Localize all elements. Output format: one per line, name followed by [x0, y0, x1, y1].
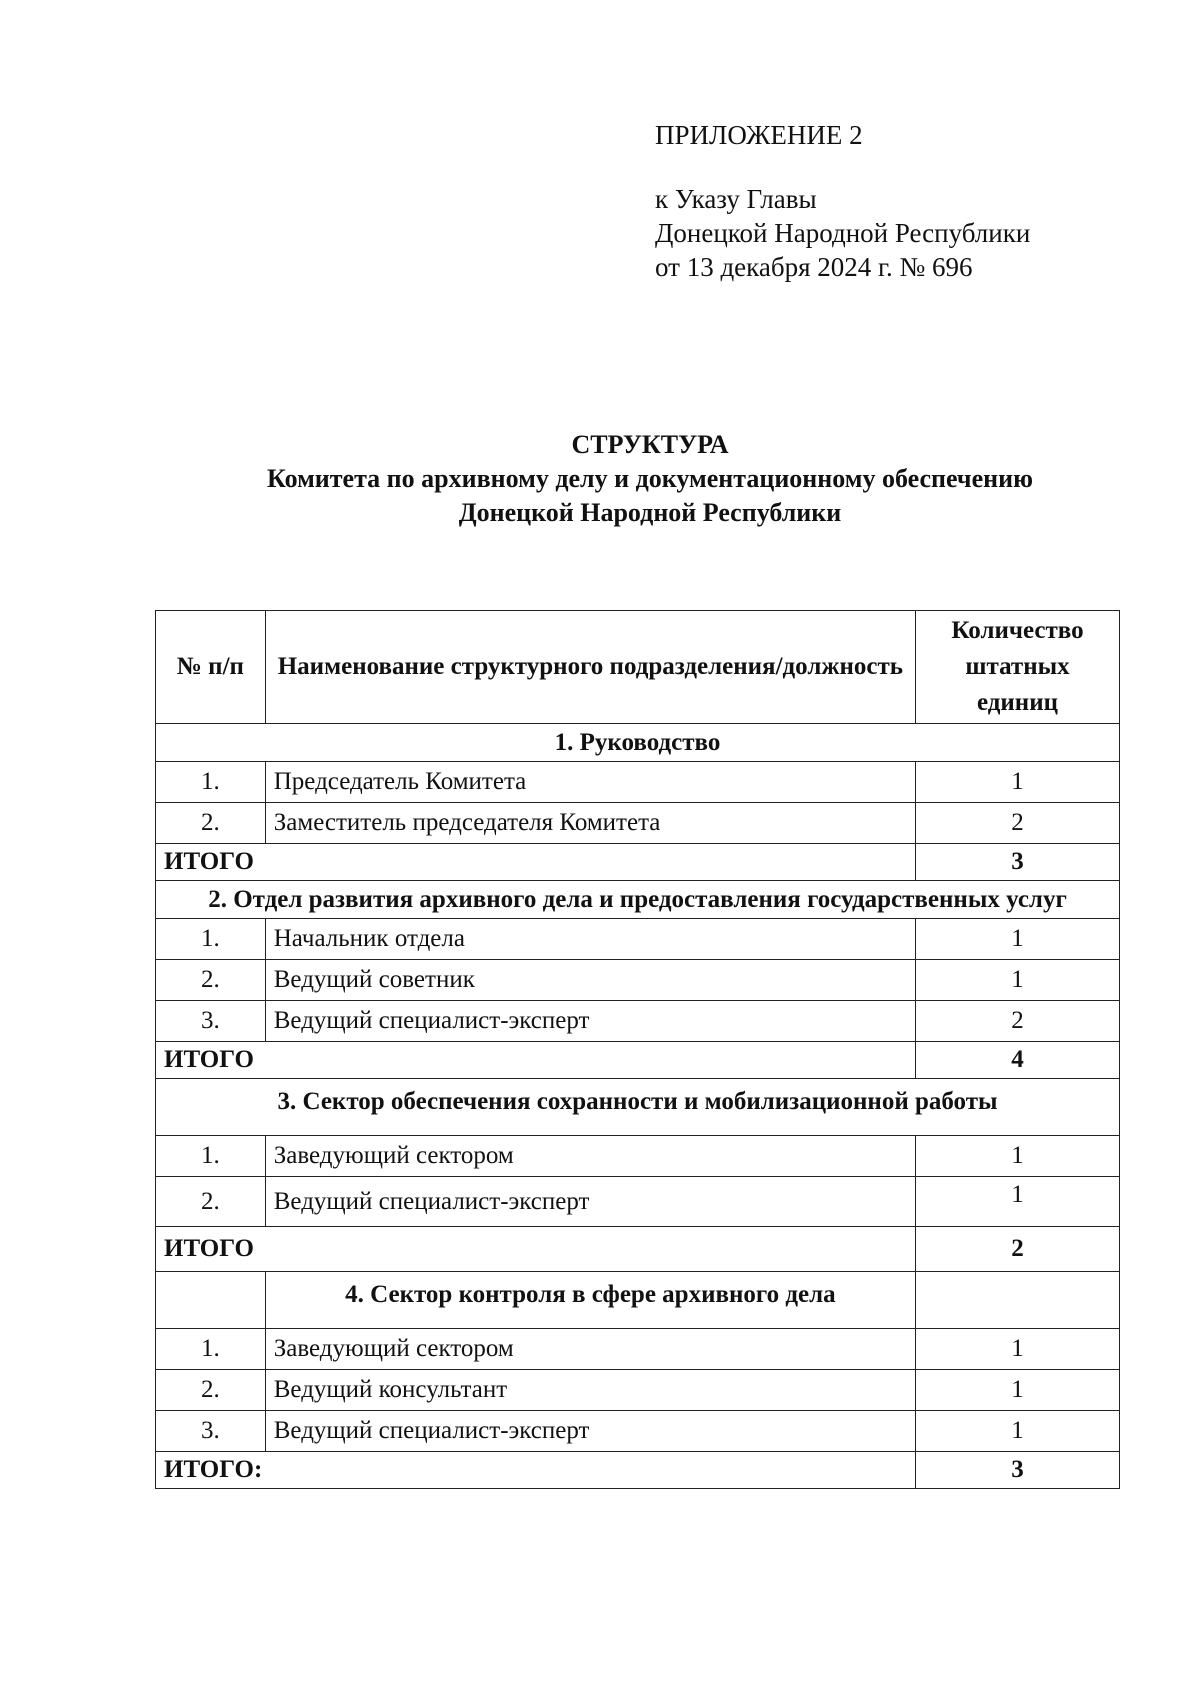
- appendix-header: [655, 118, 1030, 284]
- document-title: [150, 428, 1150, 530]
- row-name: Заместитель председателя Комитета: [265, 803, 915, 844]
- row-num: 2.: [156, 1177, 266, 1227]
- structure-table: [155, 610, 1120, 1489]
- total-label: ИТОГО:: [156, 1452, 916, 1489]
- section-row: [156, 724, 1120, 762]
- total-label: ИТОГО: [156, 1042, 916, 1079]
- row-num: 1.: [156, 919, 266, 960]
- total-value: 4: [916, 1042, 1120, 1079]
- section-title: 4. Сектор контроля в сфере архивного дела: [265, 1272, 915, 1329]
- title-main: СТРУКТУРА: [571, 430, 729, 459]
- row-qty: 2: [916, 803, 1120, 844]
- row-name: Ведущий специалист-эксперт: [265, 1001, 915, 1042]
- total-row: [156, 1042, 1120, 1079]
- row-qty: 1: [916, 960, 1120, 1001]
- table-row: [156, 1411, 1120, 1452]
- row-num: 1.: [156, 1329, 266, 1370]
- table-row: [156, 1370, 1120, 1411]
- header-name: Наименование структурного подразделения/должность: [265, 611, 915, 724]
- row-num: 2.: [156, 960, 266, 1001]
- row-qty: 2: [916, 1001, 1120, 1042]
- row-num: 3.: [156, 1411, 266, 1452]
- table-row: [156, 762, 1120, 803]
- table-row: [156, 1001, 1120, 1042]
- appendix-number: ПРИЛОЖЕНИЕ 2: [655, 120, 863, 150]
- table-row: [156, 803, 1120, 844]
- row-name: Ведущий советник: [265, 960, 915, 1001]
- table-row: [156, 1136, 1120, 1177]
- row-num: 1.: [156, 1136, 266, 1177]
- total-row: [156, 1452, 1120, 1489]
- row-name: Заведующий сектором: [265, 1136, 915, 1177]
- title-line-2: Комитета по архивному делу и документационному обеспечению: [267, 464, 1033, 493]
- total-label: ИТОГО: [156, 1227, 916, 1272]
- title-line-3: Донецкой Народной Республики: [458, 498, 842, 527]
- appendix-ref-line-1: к Указу Главы: [655, 184, 817, 214]
- row-name: Ведущий консультант: [265, 1370, 915, 1411]
- total-value: 2: [916, 1227, 1120, 1272]
- table-row: [156, 1329, 1120, 1370]
- section-title: 2. Отдел развития архивного дела и предоставления государственных услуг: [156, 881, 1120, 919]
- row-qty: 1: [916, 1136, 1120, 1177]
- row-qty: 1: [916, 1329, 1120, 1370]
- row-qty: 1: [916, 762, 1120, 803]
- row-name: Председатель Комитета: [265, 762, 915, 803]
- row-num: 3.: [156, 1001, 266, 1042]
- header-qty: Количество штатных единиц: [916, 611, 1120, 724]
- appendix-ref-line-2: Донецкой Народной Республики: [655, 218, 1031, 248]
- total-value: 3: [916, 844, 1120, 881]
- total-row: [156, 844, 1120, 881]
- table-row: [156, 919, 1120, 960]
- table-row: [156, 1177, 1120, 1227]
- section-row: [156, 1272, 1120, 1329]
- row-qty: 1: [916, 1177, 1120, 1227]
- total-row: [156, 1227, 1120, 1272]
- section-title: 3. Сектор обеспечения сохранности и мобилизационной работы: [156, 1079, 1120, 1136]
- row-num: 2.: [156, 803, 266, 844]
- row-qty: 1: [916, 1411, 1120, 1452]
- row-name: Ведущий специалист-эксперт: [265, 1177, 915, 1227]
- row-qty: 1: [916, 1370, 1120, 1411]
- row-qty: 1: [916, 919, 1120, 960]
- appendix-ref-line-3: от 13 декабря 2024 г. № 696: [655, 252, 973, 282]
- total-value: 3: [916, 1452, 1120, 1489]
- section-qty-empty: [916, 1272, 1120, 1329]
- section-row: [156, 1079, 1120, 1136]
- total-label: ИТОГО: [156, 844, 916, 881]
- table-header-row: [156, 611, 1120, 724]
- header-num: № п/п: [156, 611, 266, 724]
- row-num: 1.: [156, 762, 266, 803]
- row-name: Заведующий сектором: [265, 1329, 915, 1370]
- row-name: Ведущий специалист-эксперт: [265, 1411, 915, 1452]
- section-title: 1. Руководство: [156, 724, 1120, 762]
- row-name: Начальник отдела: [265, 919, 915, 960]
- section-row: [156, 881, 1120, 919]
- row-num: 2.: [156, 1370, 266, 1411]
- table-row: [156, 960, 1120, 1001]
- section-num-empty: [156, 1272, 266, 1329]
